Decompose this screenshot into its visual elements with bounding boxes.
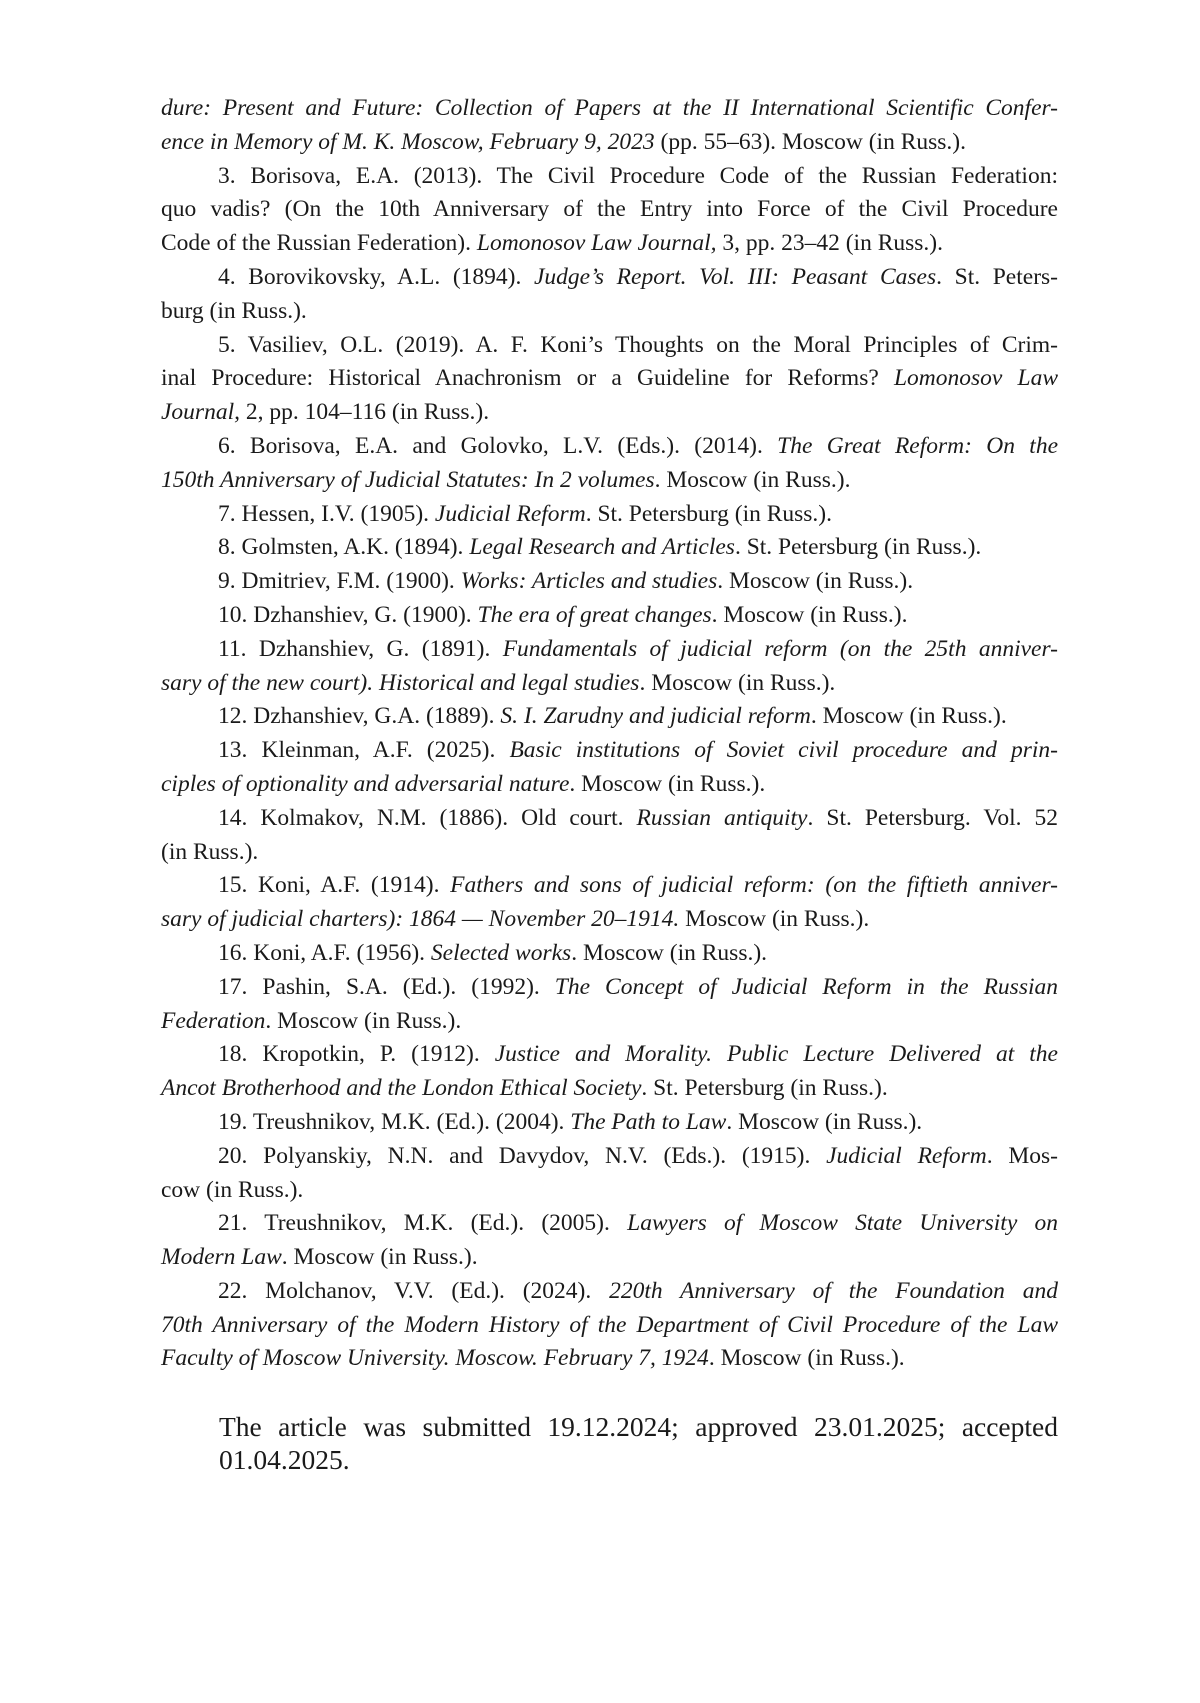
italic-title-segment: Faculty of Moscow University. Moscow. February 7, 1924: [161, 1345, 709, 1372]
italic-title-segment: sary of judicial charters): 1864 — November 20–1914.: [161, 906, 680, 933]
italic-title-segment: Journal,: [161, 399, 240, 426]
reference-item: [161, 261, 1058, 329]
text-segment: (in Russ.).: [161, 838, 259, 865]
reference-item: [161, 498, 1058, 532]
text-segment: quo vadis? (On the 10th Anniversary of the Entry into Force of the Civil Procedure: [161, 196, 1058, 223]
text-segment: Moscow (in Russ.).: [679, 906, 870, 933]
text-segment: . Moscow (in Russ.).: [571, 939, 768, 966]
reference-item: [161, 92, 1058, 160]
text-segment: Code of the Russian Federation).: [161, 230, 477, 257]
text-segment: 6. Borisova, E.A. and Golovko, L.V. (Eds.). (2014).: [218, 432, 778, 459]
reference-item: [161, 1038, 1058, 1106]
reference-line: [161, 227, 1058, 261]
text-segment: 18. Kropotkin, P. (1912).: [218, 1041, 495, 1068]
reference-line: [161, 1106, 1058, 1140]
reference-line: [161, 768, 1058, 802]
reference-line: [161, 633, 1058, 667]
reference-item: [161, 802, 1058, 870]
text-segment: . Moscow (in Russ.).: [810, 703, 1007, 730]
reference-line: [161, 700, 1058, 734]
text-segment: 22. Molchanov, V.V. (Ed.). (2024).: [218, 1277, 610, 1304]
reference-item: [161, 1106, 1058, 1140]
text-segment: 21. Treushnikov, M.K. (Ed.). (2005).: [218, 1210, 628, 1237]
text-segment: . St. Petersburg (in Russ.).: [585, 500, 833, 527]
reference-item: [161, 430, 1058, 498]
italic-title-segment: Judge’s Report. Vol. III: Peasant Cases: [534, 263, 937, 290]
reference-line: [161, 667, 1058, 701]
reference-line: [161, 903, 1058, 937]
italic-title-segment: ence in Memory of M. K. Moscow, February 9, 2023: [161, 128, 655, 155]
text-segment: 20. Polyanskiy, N.N. and Davydov, N.V. (Eds.). (1915).: [218, 1142, 827, 1169]
reference-item: [161, 531, 1058, 565]
text-segment: 2, pp. 104–116 (in Russ.).: [239, 399, 490, 426]
italic-title-segment: The Great Reform: On the: [777, 432, 1058, 459]
italic-title-segment: Lomonosov Law: [893, 365, 1058, 392]
reference-item: [161, 700, 1058, 734]
reference-line: [161, 1342, 1058, 1376]
text-segment: 3. Borisova, E.A. (2013). The Civil Procedure Code of the Russian Federation:: [218, 162, 1058, 189]
text-segment: 17. Pashin, S.A. (Ed.). (1992).: [218, 973, 555, 1000]
reference-item: [161, 1275, 1058, 1376]
italic-title-segment: Justice and Morality. Public Lecture Delivered at the: [494, 1041, 1058, 1068]
italic-title-segment: sary of the new court). Historical and legal studies: [161, 669, 640, 696]
reference-line: [161, 1038, 1058, 1072]
text-segment: 4. Borovikovsky, A.L. (1894).: [218, 263, 534, 290]
text-segment: . Moscow (in Russ.).: [639, 669, 836, 696]
text-segment: 15. Koni, A.F. (1914).: [218, 872, 451, 899]
italic-title-segment: The Path to Law: [570, 1108, 727, 1135]
reference-item: [161, 1207, 1058, 1275]
reference-line: [161, 531, 1058, 565]
reference-line: [161, 464, 1058, 498]
reference-item: [161, 160, 1058, 261]
text-segment: 7. Hessen, I.V. (1905).: [218, 500, 435, 527]
text-segment: . Moscow (in Russ.).: [569, 770, 766, 797]
text-segment: 9. Dmitriev, F.M. (1900).: [218, 568, 461, 595]
text-segment: 16. Koni, A.F. (1956).: [218, 939, 431, 966]
reference-line: [161, 329, 1058, 363]
italic-title-segment: The Concept of Judicial Reform in the Russian: [554, 973, 1058, 1000]
reference-line: [161, 261, 1058, 295]
reference-item: [161, 565, 1058, 599]
text-segment: . Moscow (in Russ.).: [281, 1244, 478, 1271]
text-segment: . St. Petersburg (in Russ.).: [641, 1075, 888, 1102]
italic-title-segment: 70th Anniversary of the Modern History of the Department of Civil Procedure of the Law: [161, 1311, 1058, 1338]
reference-item: [161, 937, 1058, 971]
text-segment: . Moscow (in Russ.).: [265, 1007, 462, 1034]
reference-line: [161, 565, 1058, 599]
reference-line: [161, 193, 1058, 227]
reference-line: [161, 1241, 1058, 1275]
text-segment: 13. Kleinman, A.F. (2025).: [218, 737, 510, 764]
reference-line: [161, 734, 1058, 768]
reference-line: [161, 802, 1058, 836]
text-segment: 19. Treushnikov, M.K. (Ed.). (2004).: [218, 1108, 571, 1135]
reference-line: [161, 1072, 1058, 1106]
text-segment: . Moscow (in Russ.).: [708, 1345, 905, 1372]
reference-line: [161, 869, 1058, 903]
text-segment: 14. Kolmakov, N.M. (1886). Old court.: [218, 804, 637, 831]
reference-item: [161, 869, 1058, 937]
reference-item: [161, 1140, 1058, 1208]
italic-title-segment: Judicial Reform: [434, 500, 586, 527]
reference-line: [161, 362, 1058, 396]
text-segment: (pp. 55–63). Moscow (in Russ.).: [654, 128, 966, 155]
text-segment: 10. Dzhanshiev, G. (1900).: [218, 601, 478, 628]
text-segment: . St. Peters-: [936, 263, 1058, 290]
reference-line: [161, 1275, 1058, 1309]
reference-line: [161, 1309, 1058, 1343]
text-segment: 8. Golmsten, A.K. (1894).: [218, 534, 470, 561]
reference-line: [161, 430, 1058, 464]
reference-line: [161, 396, 1058, 430]
italic-title-segment: Legal Research and Articles: [469, 534, 735, 561]
italic-title-segment: Works: Articles and studies: [460, 568, 718, 595]
reference-line: [161, 1207, 1058, 1241]
italic-title-segment: Selected works: [430, 939, 572, 966]
text-segment: . Mos-: [986, 1142, 1059, 1169]
italic-title-segment: Federation: [161, 1007, 266, 1034]
italic-title-segment: Fundamentals of judicial reform (on the 25th anniver-: [502, 635, 1058, 662]
reference-item: [161, 734, 1058, 802]
italic-title-segment: The era of great changes: [477, 601, 712, 628]
reference-line: [161, 126, 1058, 160]
text-segment: 11. Dzhanshiev, G. (1891).: [218, 635, 503, 662]
text-segment: . St. Petersburg. Vol. 52: [807, 804, 1058, 831]
italic-title-segment: S. I. Zarudny and judicial reform: [500, 703, 811, 730]
text-segment: 12. Dzhanshiev, G.A. (1889).: [218, 703, 501, 730]
article-dates-note: [219, 1410, 1058, 1476]
reference-line: [161, 160, 1058, 194]
reference-line: [161, 498, 1058, 532]
reference-line: [161, 836, 1058, 870]
italic-title-segment: 150th Anniversary of Judicial Statutes: In 2 volumes: [161, 466, 655, 493]
reference-item: [161, 633, 1058, 701]
italic-title-segment: Lawyers of Moscow State University on: [627, 1210, 1058, 1237]
italic-title-segment: 220th Anniversary of the Foundation and: [609, 1277, 1058, 1304]
text-segment: 5. Vasiliev, O.L. (2019). A. F. Koni’s Thoughts on the Moral Principles of Crim-: [218, 331, 1058, 358]
text-segment: . Moscow (in Russ.).: [726, 1108, 923, 1135]
italic-title-segment: Fathers and sons of judicial reform: (on the fiftieth anniver-: [450, 872, 1058, 899]
reference-item: [161, 599, 1058, 633]
italic-title-segment: Modern Law: [161, 1244, 282, 1271]
italic-title-segment: dure: Present and Future: Collection of Papers at the II International Scientific Confer-: [161, 95, 1058, 121]
italic-title-segment: Ancot Brotherhood and the London Ethical Society: [161, 1075, 642, 1102]
text-segment: burg (in Russ.).: [161, 297, 307, 324]
italic-title-segment: Russian antiquity: [636, 804, 808, 831]
reference-line: [161, 971, 1058, 1005]
text-segment: inal Procedure: Historical Anachronism or a Guideline for Reforms?: [161, 365, 894, 392]
italic-title-segment: Judicial Reform: [826, 1142, 987, 1169]
reference-line: [161, 92, 1058, 126]
article-dates-line: The article was submitted 19.12.2024; approved 23.01.2025; accepted: [219, 1411, 1058, 1442]
reference-item: [161, 329, 1058, 430]
text-segment: . Moscow (in Russ.).: [654, 466, 851, 493]
italic-title-segment: ciples of optionality and adversarial nature: [161, 770, 570, 797]
reference-line: [161, 295, 1058, 329]
reference-line: [161, 1005, 1058, 1039]
text-segment: 3, pp. 23–42 (in Russ.).: [716, 230, 944, 257]
reference-line: [161, 1174, 1058, 1208]
article-dates-line: 01.04.2025.: [219, 1444, 350, 1475]
reference-line: [161, 937, 1058, 971]
text-segment: . Moscow (in Russ.).: [717, 568, 914, 595]
italic-title-segment: Lomonosov Law Journal,: [476, 230, 717, 257]
reference-list: [161, 92, 1058, 1376]
reference-item: [161, 971, 1058, 1039]
text-segment: cow (in Russ.).: [161, 1176, 304, 1203]
text-segment: . Moscow (in Russ.).: [711, 601, 908, 628]
text-segment: . St. Petersburg (in Russ.).: [734, 534, 982, 561]
italic-title-segment: Basic institutions of Soviet civil procedure and prin-: [509, 737, 1058, 764]
reference-line: [161, 1140, 1058, 1174]
reference-line: [161, 599, 1058, 633]
